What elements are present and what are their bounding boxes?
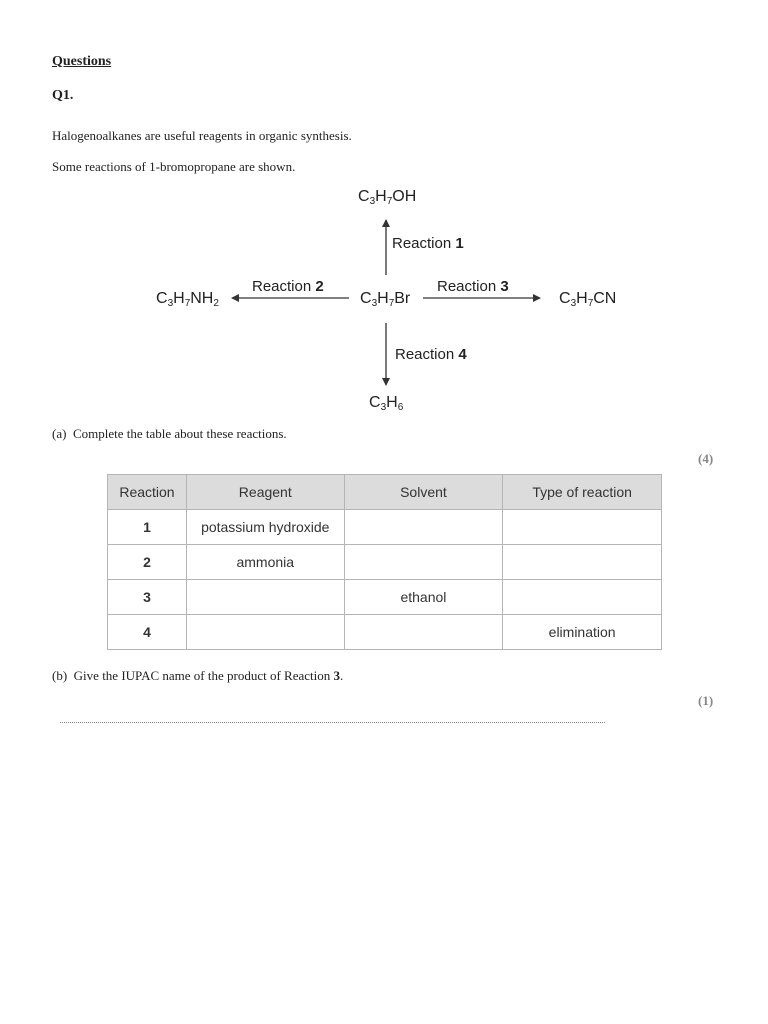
table-row bbox=[108, 615, 662, 650]
reaction-1-label: Reaction 1 bbox=[392, 235, 464, 252]
part-a-question: (a) Complete the table about these reactions. bbox=[52, 426, 287, 441]
intro-text-2: Some reactions of 1-bromopropane are shown. bbox=[52, 159, 296, 174]
formula-propene: $C_3H_6$ bbox=[369, 394, 404, 413]
cell-solvent[interactable] bbox=[344, 510, 503, 545]
cell-reagent[interactable] bbox=[186, 615, 344, 650]
reaction-2-label: Reaction 2 bbox=[252, 278, 324, 295]
table-row bbox=[108, 580, 662, 615]
formula-propylamine: $C_3H_7NH_2$ bbox=[156, 290, 219, 309]
part-b-question: (b) Give the IUPAC name of the product of Reaction 3. bbox=[52, 668, 344, 683]
formula-butanenitrile: $C_3H_7CN$ bbox=[559, 290, 617, 309]
cell-reaction-number: 3 bbox=[108, 580, 187, 615]
header-reaction: Reaction bbox=[108, 475, 187, 510]
cell-type-of-reaction[interactable]: elimination bbox=[503, 615, 662, 650]
cell-reaction-number: 2 bbox=[108, 545, 187, 580]
header-reagent: Reagent bbox=[186, 475, 344, 510]
header-type-of-reaction: Type of reaction bbox=[503, 475, 662, 510]
cell-type-of-reaction[interactable] bbox=[503, 510, 662, 545]
cell-solvent[interactable]: ethanol bbox=[344, 580, 503, 615]
reaction-4-label: Reaction 4 bbox=[395, 346, 467, 363]
cell-type-of-reaction[interactable] bbox=[503, 545, 662, 580]
questions-heading: Questions bbox=[52, 54, 112, 69]
intro-text-1: Halogenoalkanes are useful reagents in organic synthesis. bbox=[52, 128, 352, 143]
formula-bromopropane: $C_3H_7Br$ bbox=[360, 290, 411, 309]
header-solvent: Solvent bbox=[344, 475, 503, 510]
question-number: Q1. bbox=[52, 88, 74, 103]
cell-type-of-reaction[interactable] bbox=[503, 580, 662, 615]
formula-propanol: $C_3H_7OH$ bbox=[358, 188, 417, 207]
cell-solvent[interactable] bbox=[344, 545, 503, 580]
cell-reaction-number: 1 bbox=[108, 510, 187, 545]
reaction-scheme-arrows bbox=[0, 0, 768, 430]
cell-reagent[interactable]: potassium hydroxide bbox=[186, 510, 344, 545]
table-header-row bbox=[108, 475, 662, 510]
cell-reagent[interactable] bbox=[186, 580, 344, 615]
answer-line[interactable] bbox=[60, 722, 605, 723]
cell-solvent[interactable] bbox=[344, 615, 503, 650]
part-b-marks: (1) bbox=[698, 693, 714, 708]
reactions-table bbox=[107, 474, 662, 650]
reaction-3-label: Reaction 3 bbox=[437, 278, 509, 295]
table-row bbox=[108, 510, 662, 545]
table-row bbox=[108, 545, 662, 580]
cell-reaction-number: 4 bbox=[108, 615, 187, 650]
part-a-marks: (4) bbox=[698, 451, 714, 466]
cell-reagent[interactable]: ammonia bbox=[186, 545, 344, 580]
